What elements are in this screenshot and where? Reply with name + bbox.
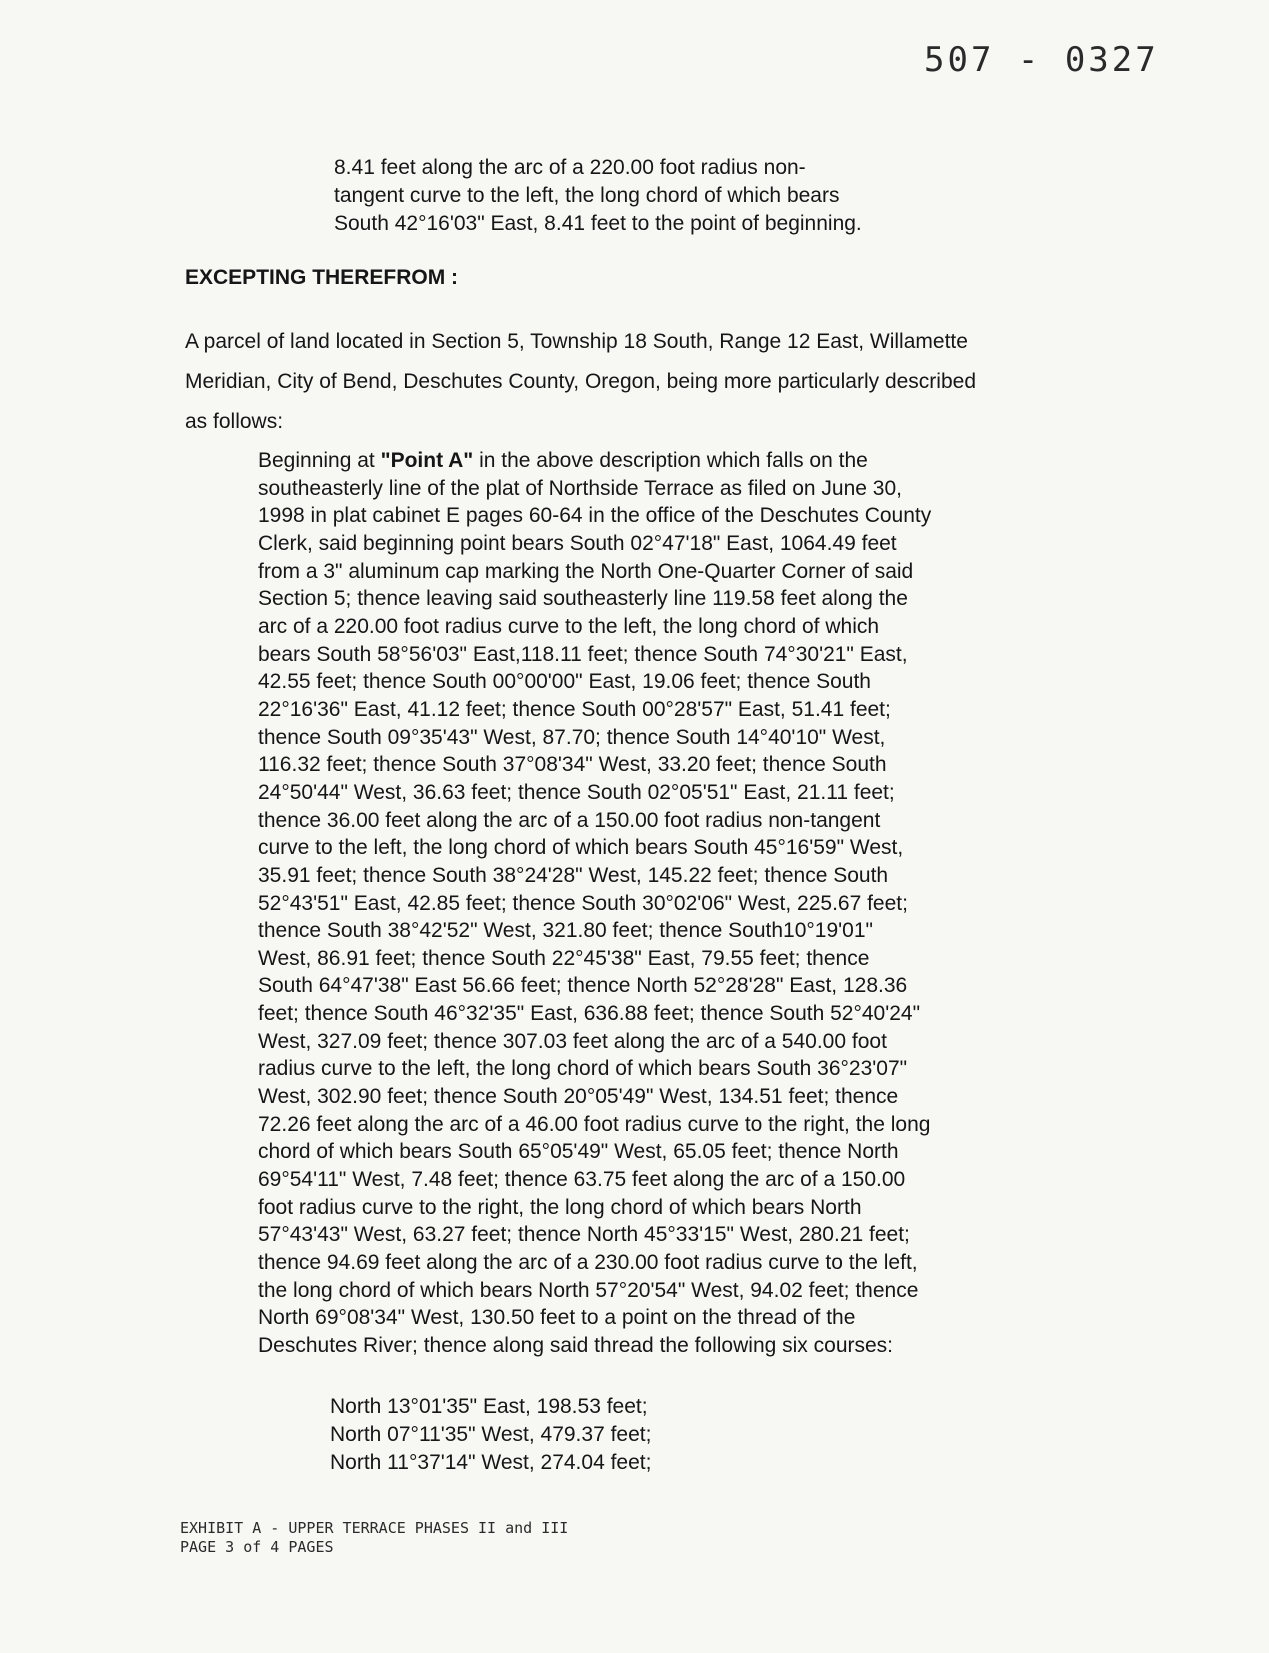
course-line: North 11°37'14" West, 274.04 feet; — [330, 1451, 652, 1474]
description-line: thence South 38°42'52" West, 321.80 feet; thence South10°19'01" — [258, 919, 873, 943]
description-line: feet; thence South 46°32'35" East, 636.88 feet; thence South 52°40'24" — [258, 1002, 921, 1026]
description-line: 72.26 feet along the arc of a 46.00 foot radius curve to the right, the long — [258, 1112, 931, 1136]
parcel-line: Meridian, City of Bend, Deschutes County, Oregon, being more particularly described — [185, 370, 976, 393]
description-line: foot radius curve to the right, the long chord of which bears North — [258, 1195, 862, 1219]
exhibit-title: EXHIBIT A - UPPER TERRACE PHASES II and III — [180, 1519, 569, 1537]
description-line: 1998 in plat cabinet E pages 60-64 in the office of the Deschutes County — [258, 504, 932, 528]
description-line: 57°43'43" West, 63.27 feet; thence North 45°33'15" West, 280.21 feet; — [258, 1223, 910, 1247]
description-line: Section 5; thence leaving said southeasterly line 119.58 feet along the — [258, 587, 908, 611]
description-line: Deschutes River; thence along said thread the following six courses: — [258, 1334, 894, 1357]
description-line: southeasterly line of the plat of Northside Terrace as filed on June 30, — [258, 476, 902, 500]
river-courses-list — [330, 1393, 651, 1477]
description-line: West, 86.91 feet; thence South 22°45'38" East, 79.55 feet; thence — [258, 946, 870, 970]
description-line: North 69°08'34" West, 130.50 feet to a point on the thread of the — [258, 1306, 856, 1330]
recording-number: 507 - 0327 — [924, 40, 1159, 80]
description-line: chord of which bears South 65°05'49" West, 65.05 feet; thence North — [258, 1140, 899, 1164]
description-line: 24°50'44" West, 36.63 feet; thence South 02°05'51" East, 21.11 feet; — [258, 780, 895, 804]
description-line: thence South 09°35'43" West, 87.70; thence South 14°40'10" West, — [258, 725, 886, 749]
description-line: from a 3" aluminum cap marking the North One-Quarter Corner of said — [258, 559, 914, 583]
description-line: the long chord of which bears North 57°20'54" West, 94.02 feet; thence — [258, 1278, 919, 1302]
parcel-paragraph — [185, 322, 976, 442]
description-prefix: Beginning at — [258, 449, 381, 472]
description-line: 22°16'36" East, 41.12 feet; thence South 00°28'57" East, 51.41 feet; — [258, 697, 891, 721]
intro-line: South 42°16'03" East, 8.41 feet to the point of beginning. — [334, 212, 862, 235]
exhibit-footer — [180, 1519, 568, 1557]
parcel-line: as follows: — [185, 410, 284, 433]
course-line: North 07°11'35" West, 479.37 feet; — [330, 1423, 652, 1446]
description-line: arc of a 220.00 foot radius curve to the left, the long chord of which — [258, 614, 880, 638]
intro-line: tangent curve to the left, the long chord of which bears — [334, 184, 840, 207]
description-line: radius curve to the left, the long chord of which bears South 36°23'07" — [258, 1057, 908, 1081]
description-line: thence 94.69 feet along the arc of a 230.00 foot radius curve to the left, — [258, 1251, 918, 1275]
description-suffix: in the above description which falls on the — [473, 449, 868, 472]
intro-paragraph — [334, 154, 862, 238]
description-line: curve to the left, the long chord of which bears South 45°16'59" West, — [258, 836, 904, 860]
description-line: 52°43'51" East, 42.85 feet; thence South 30°02'06" West, 225.67 feet; — [258, 891, 908, 915]
description-line: Clerk, said beginning point bears South 02°47'18" East, 1064.49 feet — [258, 531, 897, 555]
description-line: 69°54'11" West, 7.48 feet; thence 63.75 feet along the arc of a 150.00 — [258, 1168, 906, 1192]
page-count: PAGE 3 of 4 PAGES — [180, 1538, 334, 1556]
description-line: 35.91 feet; thence South 38°24'28" West, 145.22 feet; thence South — [258, 863, 889, 887]
parcel-line: A parcel of land located in Section 5, Township 18 South, Range 12 East, Willamette — [185, 330, 968, 353]
description-line: West, 327.09 feet; thence 307.03 feet along the arc of a 540.00 foot — [258, 1029, 887, 1053]
excepting-heading: EXCEPTING THEREFROM : — [185, 266, 459, 289]
course-line: North 13°01'35" East, 198.53 feet; — [330, 1395, 648, 1418]
description-line: West, 302.90 feet; thence South 20°05'49" West, 134.51 feet; thence — [258, 1085, 899, 1109]
intro-line: 8.41 feet along the arc of a 220.00 foot radius non- — [334, 156, 806, 179]
description-line: 42.55 feet; thence South 00°00'00" East, 19.06 feet; thence South — [258, 670, 871, 694]
description-line: 116.32 feet; thence South 37°08'34" West, 33.20 feet; thence South — [258, 753, 887, 777]
description-line: South 64°47'38" East 56.66 feet; thence North 52°28'28" East, 128.36 — [258, 974, 908, 998]
legal-description — [258, 447, 931, 1360]
point-a-label: "Point A" — [380, 449, 474, 472]
description-line: thence 36.00 feet along the arc of a 150.00 foot radius non-tangent — [258, 808, 881, 832]
description-line — [258, 447, 931, 475]
description-line: bears South 58°56'03" East,118.11 feet; thence South 74°30'21" East, — [258, 642, 908, 666]
